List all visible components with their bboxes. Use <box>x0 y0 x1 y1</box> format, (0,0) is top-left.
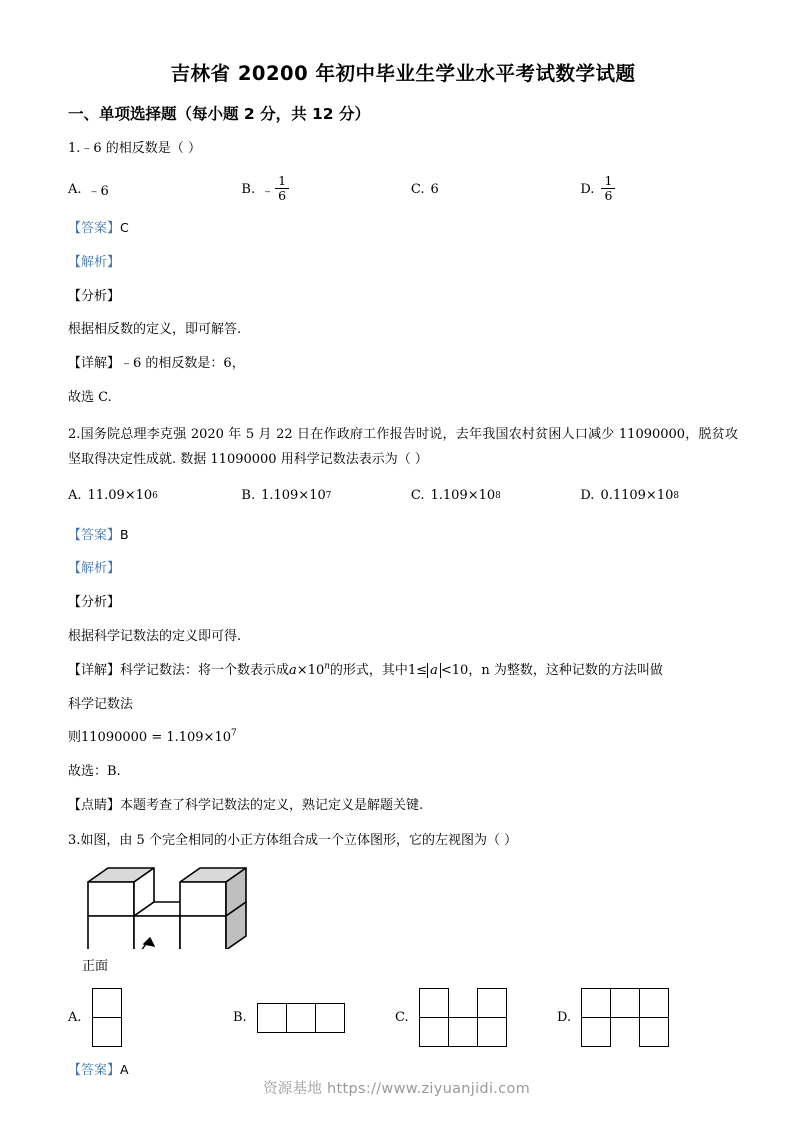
question-1-option-a[interactable] <box>68 172 241 206</box>
inequality-left: 1≤ <box>407 662 428 678</box>
grid-cell <box>581 1017 611 1047</box>
option-mantissa: 0.1109×10 <box>600 488 674 504</box>
option-mantissa: 1.109×10 <box>430 488 496 504</box>
fraction <box>601 174 615 201</box>
option-letter: B. <box>241 181 256 197</box>
option-letter: C. <box>410 181 425 197</box>
grid-cell <box>448 1017 478 1047</box>
question-1-conclusion: 故选 C. <box>68 390 112 406</box>
fraction-denominator: 6 <box>604 187 613 203</box>
question-3-options <box>68 988 738 1048</box>
question-2-xiangjie-line2: 科学记数法 <box>68 696 134 712</box>
front-view-label: 正面 <box>82 958 109 974</box>
question-1-stem: 1.﹣6 的相反数是（ ） <box>68 141 201 156</box>
equation-body: 11090000 = 1.109×10 <box>81 730 231 746</box>
question-2-equation <box>68 728 738 749</box>
grid-cell <box>419 988 449 1018</box>
grid-cell <box>92 1017 122 1047</box>
question-1-xiangjie <box>68 354 738 375</box>
option-letter: A. <box>68 181 82 197</box>
question-3-option-c[interactable] <box>395 988 557 1048</box>
question-1-analysis-label <box>68 253 738 274</box>
grid-cell <box>477 1017 507 1047</box>
shape-gap-top <box>419 988 509 1048</box>
option-letter: D. <box>580 488 595 504</box>
formula-exponent-n: n <box>324 661 330 672</box>
grid-cell <box>610 988 640 1018</box>
option-letter: A. <box>68 488 82 504</box>
answer-label: 【答案】 <box>68 1062 121 1078</box>
option-text: ﹣6 <box>87 183 109 199</box>
fraction-numerator: 1 <box>601 174 615 188</box>
fraction-numerator: 1 <box>275 174 289 188</box>
grid-cell <box>639 1017 669 1047</box>
option-letter: A. <box>68 1010 82 1026</box>
question-3-option-b[interactable] <box>233 1003 395 1033</box>
xiangjie-tail: ，n 为整数，这种记数的方法叫做 <box>468 662 663 678</box>
analysis-label: 【解析】 <box>68 254 121 270</box>
question-2-analysis-label <box>68 559 738 580</box>
question-2-option-c[interactable]: C. 1.109×10 8 <box>410 488 501 504</box>
option-letter: C. <box>410 488 425 504</box>
option-letter: B. <box>233 1010 247 1026</box>
page-title: 吉林省 20200 年初中毕业生学业水平考试数学试题 <box>170 62 636 85</box>
absolute-value-a: a <box>427 663 441 678</box>
section-heading: 一、单项选择题（每小题 2 分，共 12 分） <box>68 105 370 123</box>
grid-cell <box>639 988 669 1018</box>
option-mantissa: 11.09×10 <box>87 488 153 504</box>
option-letter: D. <box>557 1010 572 1026</box>
option-sign: ﹣ <box>261 183 275 199</box>
answer-value: B <box>120 526 129 542</box>
question-3-stem: 3.如图，由 5 个完全相同的小正方体组合成一个立体图形，它的左视图为（ ） <box>68 832 518 848</box>
formula-variable-a: a <box>289 662 297 678</box>
answer-label: 【答案】 <box>68 221 121 237</box>
question-1-fenxi-text: 根据相反数的定义，即可解答. <box>68 322 242 338</box>
grid-cell <box>477 988 507 1018</box>
shape-horizontal-3 <box>257 1003 347 1033</box>
question-2-option-a[interactable]: A. 11.09×10 6 <box>68 488 158 504</box>
question-2-answer <box>68 525 738 547</box>
xiangjie-label: 【详解】 <box>68 356 121 372</box>
question-1-option-b[interactable] <box>241 172 410 206</box>
question-2-option-b[interactable]: B. 1.109×10 7 <box>241 488 332 504</box>
question-2-options <box>68 479 738 513</box>
option-letter: C. <box>395 1010 409 1026</box>
xiangjie-mid: 的形式，其中 <box>329 662 408 678</box>
question-3-option-d[interactable] <box>557 988 707 1048</box>
question-3-option-a[interactable] <box>68 988 233 1048</box>
question-1-option-d[interactable] <box>580 172 738 206</box>
cube-solid-svg <box>74 864 304 949</box>
answer-value: A <box>120 1061 129 1077</box>
answer-value: C <box>120 220 129 236</box>
equation-prefix: 则 <box>68 730 82 746</box>
option-text: 6 <box>430 181 439 197</box>
question-2-dianjing <box>68 796 738 817</box>
grid-cell <box>315 1003 345 1033</box>
question-2-stem: 2.国务院总理李克强 2020 年 5 月 22 日在作政府工作报告时说，去年我国农村贫困人口减少 11090000，脱贫攻坚取得决定性成就. 数据 11090000 用科学记数法表示为（ ） <box>68 426 738 468</box>
xiangjie-text: ﹣6 的相反数是：6， <box>120 356 245 372</box>
question-1-fenxi-label <box>68 287 738 308</box>
question-2-conclusion: 故选：B. <box>68 764 121 780</box>
fenxi-label: 【分析】 <box>68 288 121 304</box>
question-1-options <box>68 172 738 206</box>
question-3-solid-figure <box>74 864 738 953</box>
option-letter: B. <box>241 488 256 504</box>
question-1-answer <box>68 218 738 240</box>
grid-cell <box>419 1017 449 1047</box>
fenxi-label: 【分析】 <box>68 595 121 611</box>
grid-cell <box>581 988 611 1018</box>
question-2-fenxi-label <box>68 593 738 614</box>
xiangjie-prefix: 科学记数法：将一个数表示成 <box>120 662 290 678</box>
question-1-option-c[interactable] <box>411 172 580 206</box>
option-letter: D. <box>580 181 595 197</box>
dianjing-text: 本题考查了科学记数法的定义，熟记定义是解题关键. <box>120 797 424 813</box>
grid-cell <box>286 1003 316 1033</box>
watermark: 资源基地 https://www.ziyuanjidi.com <box>262 1081 531 1097</box>
inequality-right: <10 <box>440 662 469 678</box>
question-2-fenxi-text: 根据科学记数法的定义即可得. <box>68 628 242 644</box>
formula-times-ten: ×10 <box>296 662 325 678</box>
xiangjie-label: 【详解】 <box>68 662 121 678</box>
option-mantissa: 1.109×10 <box>261 488 326 504</box>
fraction <box>275 174 289 201</box>
answer-label: 【答案】 <box>68 527 121 543</box>
equation-exponent: 7 <box>231 728 237 739</box>
shape-vertical-2 <box>92 988 122 1048</box>
grid-cell <box>257 1003 287 1033</box>
analysis-label: 【解析】 <box>68 561 121 577</box>
dianjing-label: 【点睛】 <box>68 797 121 813</box>
fraction-denominator: 6 <box>278 187 287 203</box>
grid-cell <box>92 988 122 1018</box>
question-2-option-d[interactable]: D. 0.1109×10 8 <box>580 488 679 504</box>
question-2-xiangjie <box>68 661 738 682</box>
shape-gap-bottom <box>581 988 671 1048</box>
